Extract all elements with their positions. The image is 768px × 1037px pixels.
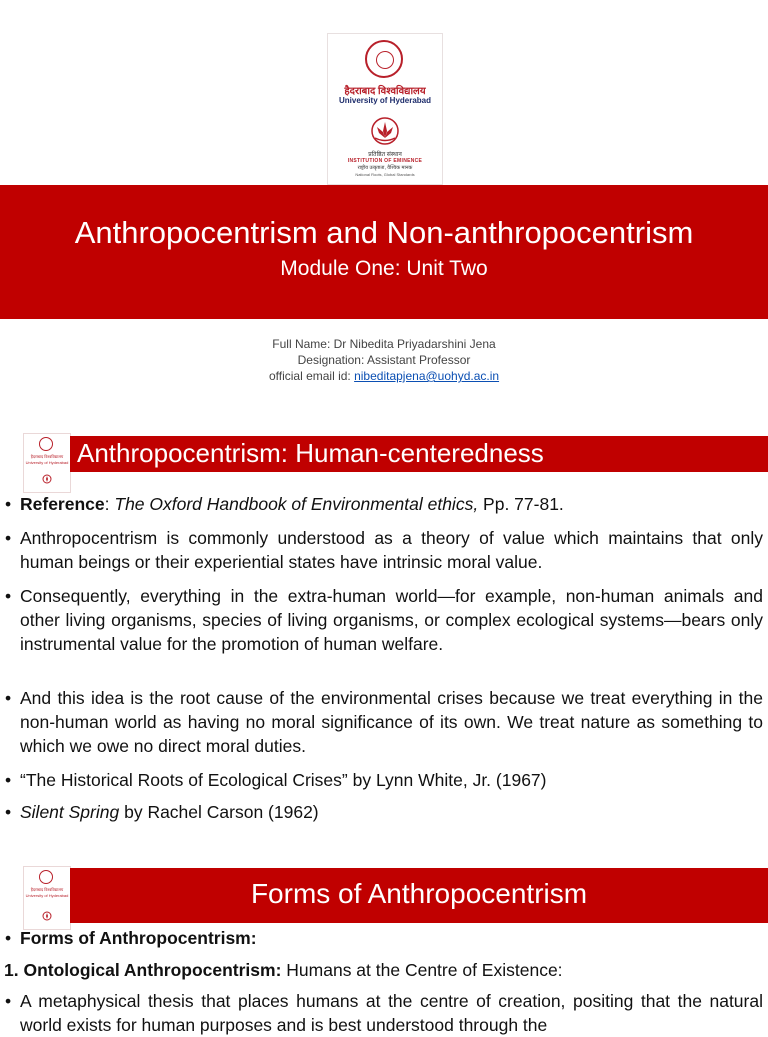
bullet-text: Forms of Anthropocentrism: [20,928,257,948]
mini-logo-text: हैदराबाद विश्वविद्यालय University of Hyderabad [25,887,69,898]
reference-label: Reference [20,494,105,514]
bullet-icon: • [5,528,12,548]
mini-seal-icon [39,870,53,884]
numbered-text: Humans at the Centre of Existence: [281,960,563,980]
email-label: official email id: [268,369,355,383]
list-item [5,989,763,1037]
bullet-icon: • [5,928,12,948]
list-item [5,584,763,656]
list-item [5,686,763,758]
bullet-icon: • [5,770,12,790]
university-name-hindi: हैदराबाद विश्वविद्यालय [344,86,426,97]
section1-heading: Anthropocentrism: Human-centeredness [77,438,544,468]
university-seal-icon [365,40,403,78]
mini-lotus-icon [40,911,54,921]
ioe-tagline-hindi: राष्ट्रीय उत्कृष्टता, वैश्विक मानक [357,165,413,171]
ioe-tagline-english: National Roots, Global Standards [355,172,415,177]
section1-header [70,436,768,472]
mini-lotus-icon [40,474,54,484]
email-link[interactable]: nibeditapjena@uohyd.ac.in [354,369,500,383]
reference-pages: Pp. 77-81. [478,494,564,514]
list-item-reference [5,492,763,516]
list-item [5,926,763,950]
reference-title: The Oxford Handbook of Environmental ethics, [114,494,479,514]
bullet-icon: • [5,991,12,1011]
mini-seal-icon [39,437,53,451]
bullet-icon: • [5,688,12,708]
bullet-icon: • [5,494,12,514]
presentation-subtitle: Module One: Unit Two [280,257,488,280]
university-name-english: University of Hyderabad [338,96,432,105]
bullet-text: And this idea is the root cause of the environmental crises because we treat everything in the non-human world as having no moral significance of its own. We treat nature as something to which we owe no direct moral duties. [20,688,763,756]
author-designation: Designation: Assistant Professor [297,353,471,367]
ioe-hindi-text: प्रतिष्ठित संस्थान [368,152,402,158]
section1-mini-logo [23,433,71,493]
numbered-label: 1. Ontological Anthropocentrism: [4,960,282,980]
book-title: Silent Spring [20,802,120,822]
reference-separator: : [104,494,115,514]
ioe-english-text: INSTITUTION OF EMINENCE [347,158,423,164]
list-item [5,526,763,574]
section2-heading: Forms of Anthropocentrism [250,878,588,909]
bullet-text: Consequently, everything in the extra-human world—for example, non-human animals and other living organisms, species of living organisms, or complex ecological systems—bears only instrumental value for the promotion of human welfare. [20,586,763,654]
author-email-line [0,369,768,384]
university-logo [327,33,443,185]
mini-logo-text: हैदराबाद विश्वविद्यालय University of Hyderabad [25,454,69,465]
bullet-text: “The Historical Roots of Ecological Crises” by Lynn White, Jr. (1967) [20,770,547,790]
list-item [5,800,763,824]
bullet-icon: • [5,802,12,822]
numbered-item [4,958,762,982]
title-banner [0,185,768,319]
bullet-icon: • [5,586,12,606]
presentation-title: Anthropocentrism and Non-anthropocentrism [74,215,694,250]
section2-header [70,868,768,923]
section2-mini-logo [23,866,71,930]
bullet-text: A metaphysical thesis that places humans at the centre of creation, positing that the natural world exists for human purposes and is best understood through the [20,991,763,1035]
author-name: Full Name: Dr Nibedita Priyadarshini Jena [272,337,496,351]
book-author: by Rachel Carson (1962) [119,802,319,822]
lotus-emblem-icon [368,116,402,146]
list-item [5,768,763,792]
bullet-text: Anthropocentrism is commonly understood as a theory of value which maintains that only human beings or their experiential states have intrinsic moral value. [20,528,763,572]
